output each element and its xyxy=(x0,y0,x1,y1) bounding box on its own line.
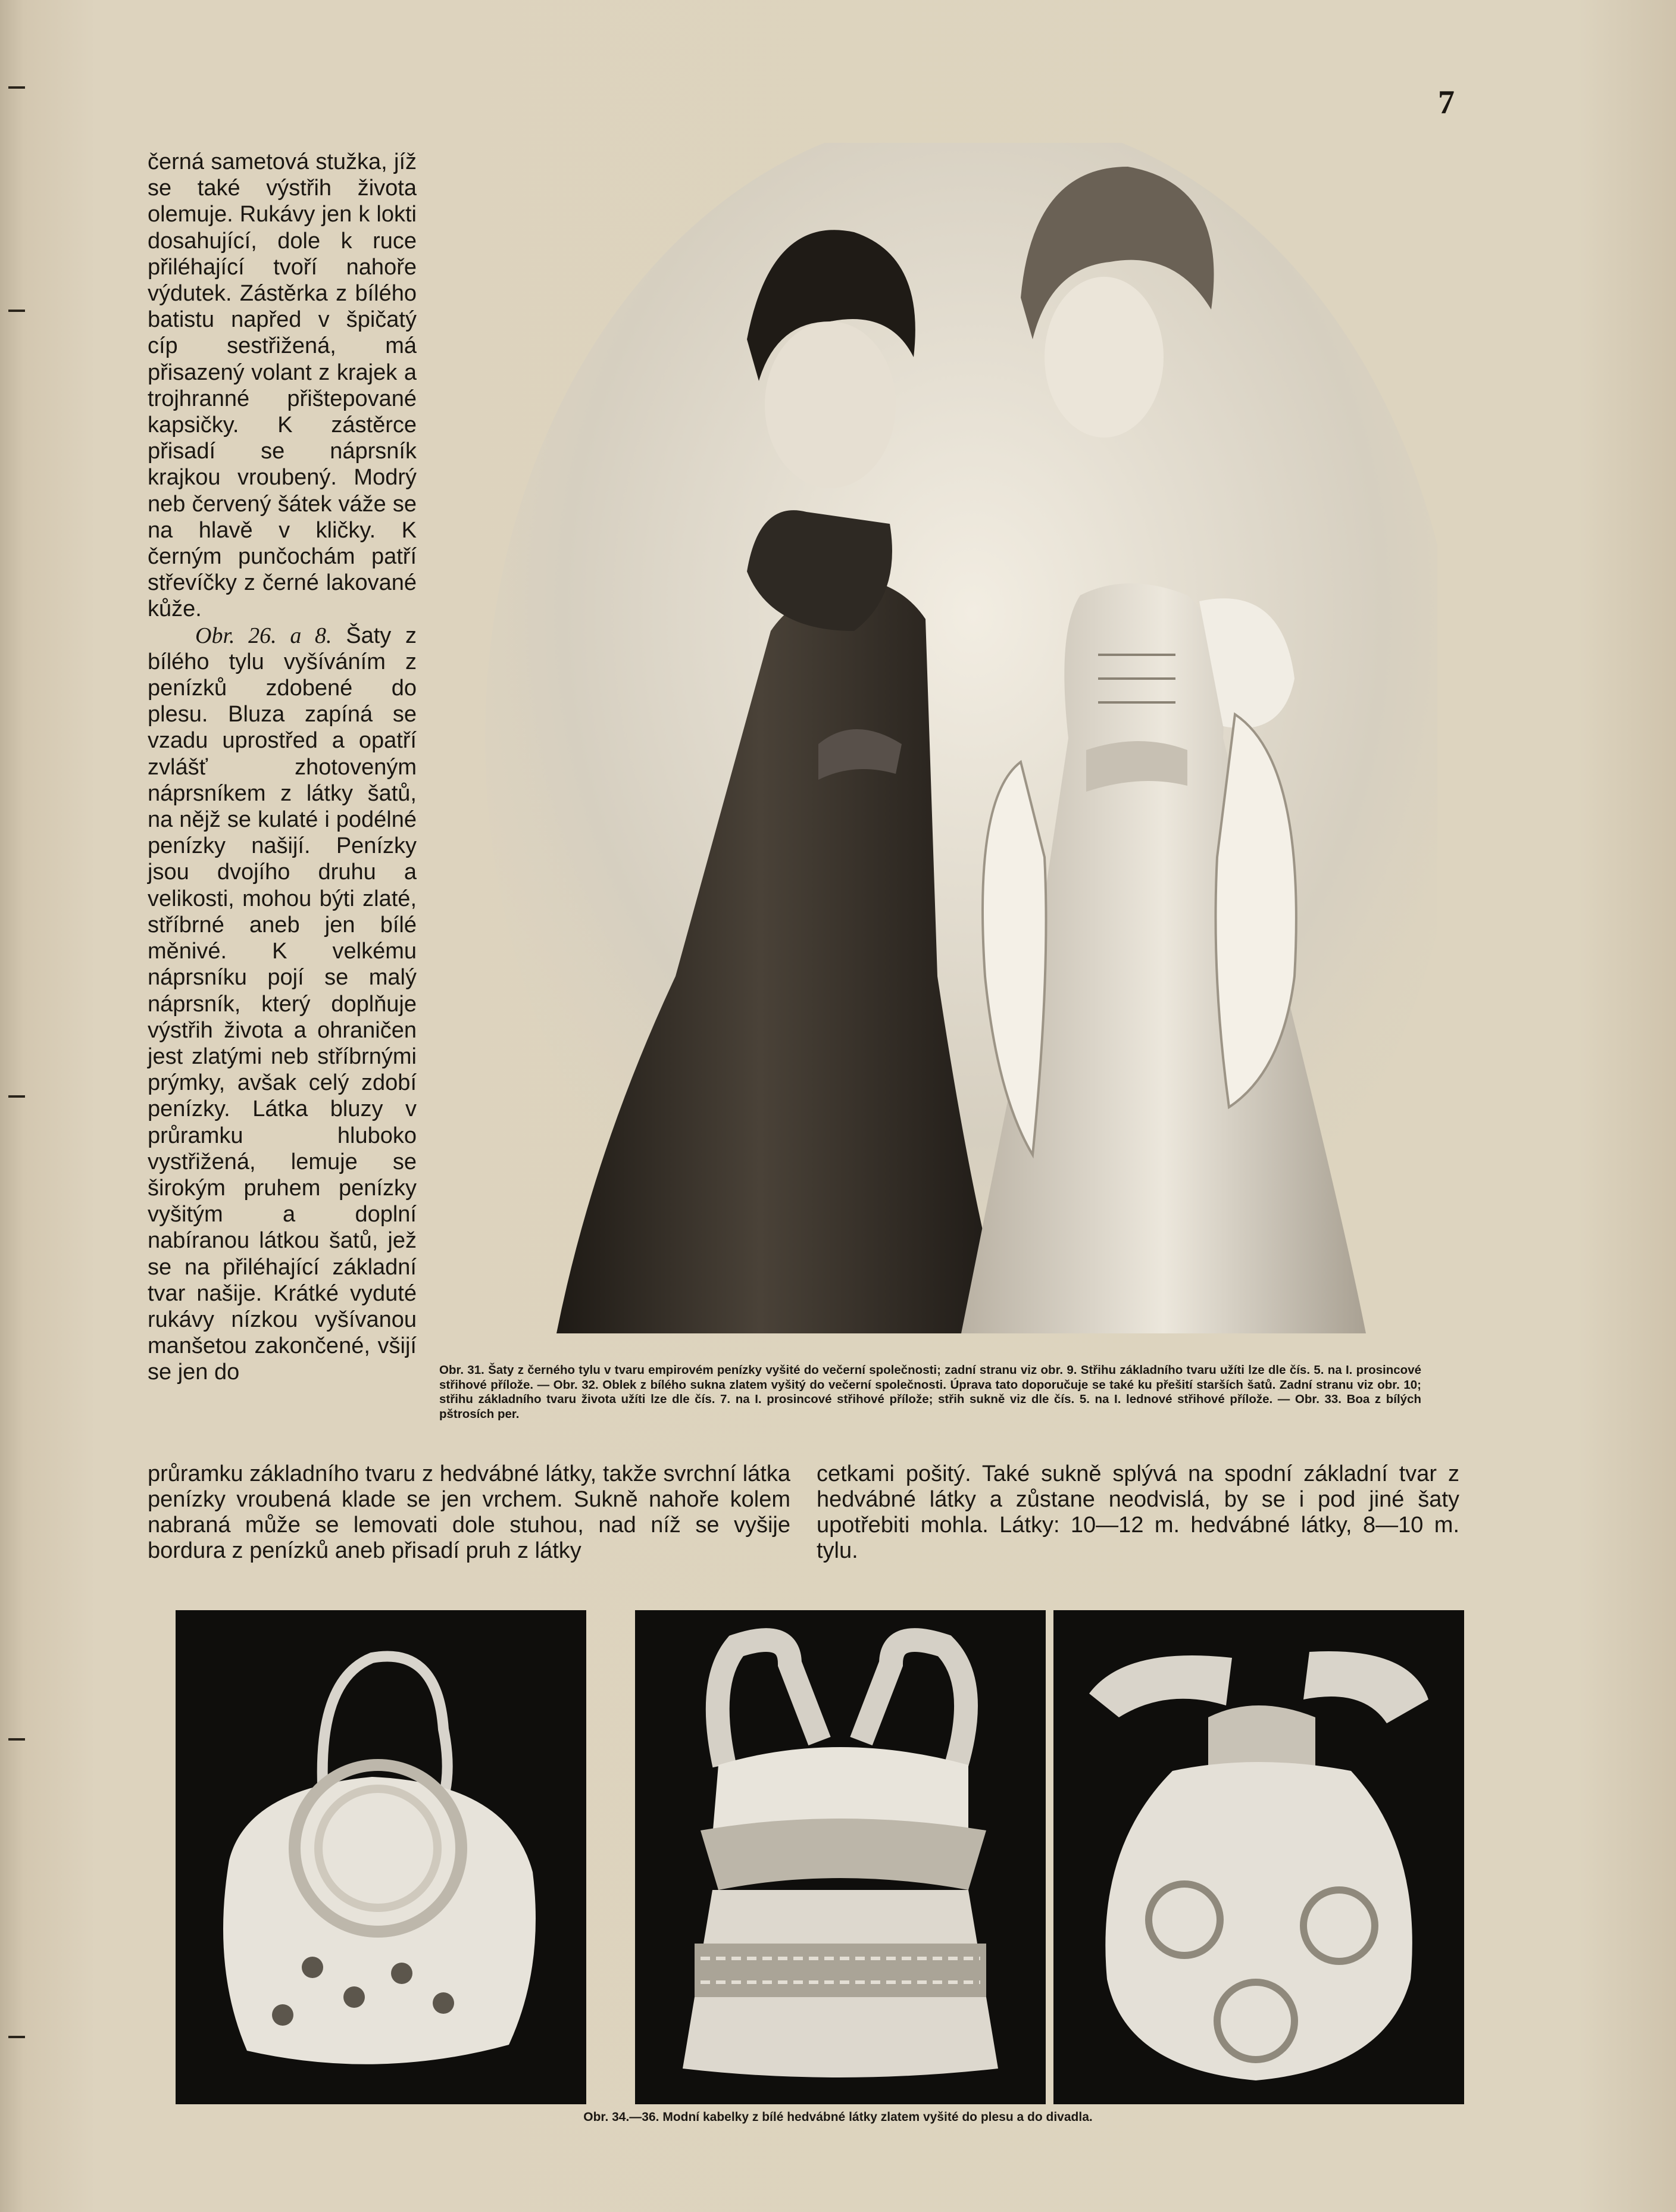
left-text-column xyxy=(148,149,417,1386)
bottom-text-right: cetkami pošitý. Také sukně splývá na spodní základní tvar z hedvábné látky a zůstane neodvislá, by se i pod jiné šaty upotřebiti mohla. Látky: 10—12 m. hedvábné látky, 8—10 m. tylu. xyxy=(817,1461,1459,1563)
margin-mark xyxy=(8,2036,25,2038)
paragraph xyxy=(148,623,417,1386)
ruffled-drawstring-bag-illustration xyxy=(176,1610,586,2104)
embroidered-band-bag-illustration xyxy=(635,1610,1046,2104)
paragraph-text: Šaty z bílého tylu vyšíváním z penízků zdobené do plesu. Bluza zapíná se vzadu uprostřed a opatří zvlášť zhotoveným náprsníkem z látky šatů, na nějž se kulaté i podélné penízky našijí. Penízky jsou dvojího druhu a velikosti, mohou býti zlaté, stříbrné aneb jen bílé měnivé. K velkému náprsníku pojí se malý náprsník, který doplňuje výstřih života a ohraničen jest zlatými neb stříbrnými prýmky, avšak celý zdobí penízky. Látka bluzy v průramku hluboko vystřižená, lemuje se širokým pruhem penízky vyšitým a doplní nabíranou látkou šatů, jež se na přiléhající základní tvar našije. Krátké vyduté rukávy nízkou vyšívanou manšetou zakončené, všijí se jen do xyxy=(148,623,417,1385)
margin-mark xyxy=(8,1095,25,1098)
handbag-photo-35 xyxy=(635,1610,1046,2104)
handbag-photo-36 xyxy=(1053,1610,1464,2104)
bottom-text-left: průramku základního tvaru z hedvábné látky, takže svrchní látka penízky vroubená klade se jen vrchem. Sukně nahoře kolem nabraná může se lemovati dole stuhou, nad níž se vyšije bordura z penízků aneb přisadí pruh z látky xyxy=(148,1461,790,1563)
handbag-photo-34 xyxy=(176,1610,586,2104)
bottom-figure-caption: Obr. 34.—36. Modní kabelky z bílé hedvábné látky zlatem vyšité do plesu a do divadla. xyxy=(583,2110,1093,2124)
page-number: 7 xyxy=(1438,84,1455,121)
figure-caption: Obr. 31. Šaty z černého tylu v tvaru empirovém penízky vyšité do večerní společnosti; zadní stranu viz obr. 9. Střihu základního tvaru užíti lze dle čís. 5. na I. prosincové střihové přílože. — Obr. 32. Oblek z bílého sukna zlatem vyšitý do večerní společnosti. Úprava tato doporučuje se také ku přešití starších šatů. Zadní stranu viz obr. 10; střihu základního tvaru života užíti lze dle čís. 7. na I. prosincové střihové přílože; střih sukně viz dle čís. 5. na I. lednové střihové přílože. — Obr. 33. Boa z bílých pštrosích per. xyxy=(439,1363,1421,1421)
two-women-gowns-engraving xyxy=(437,143,1437,1357)
fashion-illustration xyxy=(437,143,1437,1357)
paragraph: černá sametová stužka, jíž se také výstřih života olemuje. Rukávy jen k lokti dosahující, dole k ruce přiléhající tvoří nahoře výdutek. Zástěrka z bílého batistu napřed v špičatý cíp sestřižená, má přisazený volant z krajek a trojhranné přištepované kapsičky. K zástěrce přisadí se náprsník krajkou vroubený. Modrý neb červený šátek váže se na hlavě v kličky. K černým punčochám patří střevíčky z černé lakované kůže. xyxy=(148,149,417,622)
medallion-pouch-bag-illustration xyxy=(1053,1610,1464,2104)
margin-mark xyxy=(8,86,25,89)
figure-reference: Obr. 26. a 8. xyxy=(195,623,332,648)
margin-mark xyxy=(8,310,25,312)
margin-mark xyxy=(8,1738,25,1741)
